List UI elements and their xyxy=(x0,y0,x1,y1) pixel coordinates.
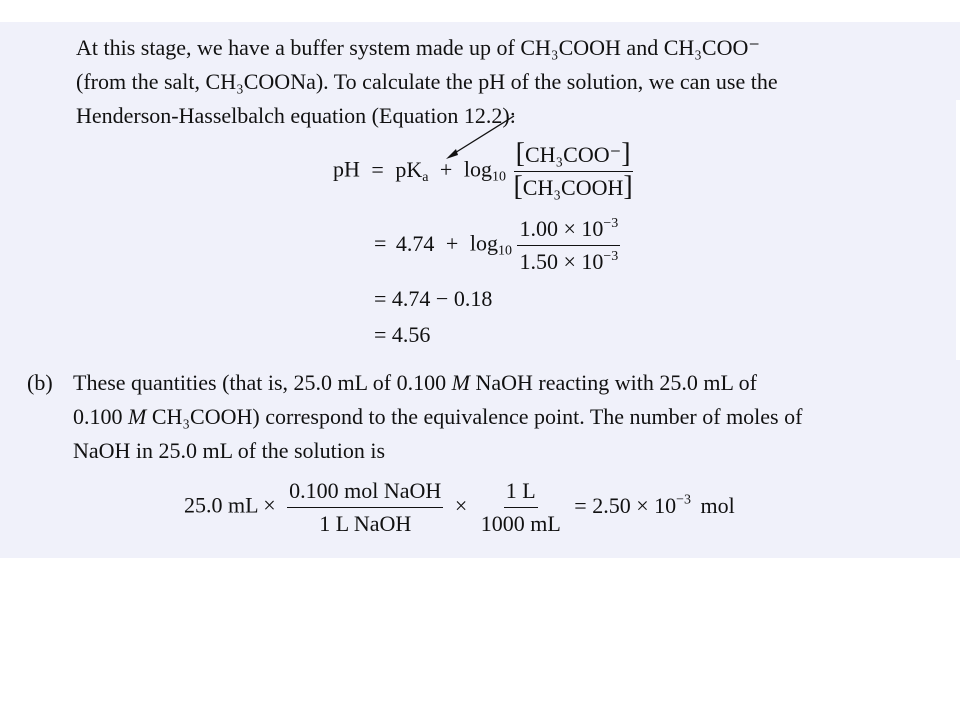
numerator-value: 1.00 × 10 xyxy=(519,216,604,241)
henderson-hasselbalch-equation xyxy=(333,138,635,202)
pka-symbol: $pK_a$ xyxy=(395,156,429,185)
value-ratio xyxy=(517,216,620,275)
volume-term: 25.0 mL × xyxy=(184,492,276,518)
conversion-numerator: 1 L xyxy=(504,478,538,508)
intro-line-3: Henderson-Hasselbalch equation (Equation 12.2): xyxy=(76,103,516,128)
log-symbol: log xyxy=(469,230,498,256)
part-b-line-1-text: These quantities (that is, 25.0 mL of 0.100 M NaOH reacting with 25.0 mL of xyxy=(73,370,757,395)
panel-edge xyxy=(956,100,960,360)
left-bracket-close: [ xyxy=(513,171,523,202)
pka-subscript: a xyxy=(422,169,429,185)
plus-sign: + xyxy=(445,230,459,256)
denominator-value: 1.50 × 10 xyxy=(519,249,604,274)
pka-k: K xyxy=(406,156,423,182)
log-base: 10 xyxy=(497,243,512,259)
intro-line-2: (from the salt, CH₃COONa). To calculate the pH of the solution, we can use the xyxy=(76,69,778,94)
molarity-denominator: 1 L NaOH xyxy=(319,511,412,536)
equation-step-3: = 4.74 − 0.18 xyxy=(374,286,493,311)
substituted-equation xyxy=(374,216,620,275)
acetate-concentration: CH₃COO⁻ xyxy=(524,142,622,167)
intro-line-1: At this stage, we have a buffer system made up of CH₃COOH and CH₃COO⁻ xyxy=(76,35,760,60)
part-b-paragraph xyxy=(27,366,927,468)
left-bracket-open: [ xyxy=(515,138,525,169)
part-b-line-2: 0.100 M CH₃COOH) correspond to the equivalence point. The number of moles of xyxy=(73,404,803,429)
plus-sign: + xyxy=(439,156,453,182)
result-value: = 2.50 × 10 xyxy=(574,492,677,518)
part-b-label: (b) xyxy=(27,370,53,395)
moles-calculation xyxy=(184,478,735,537)
molarity-numerator: 0.100 mol NaOH xyxy=(287,478,443,508)
ratio-denominator xyxy=(511,172,634,201)
ratio-numerator xyxy=(517,216,620,246)
numerator-exponent: −3 xyxy=(603,216,619,231)
part-b-line-3: NaOH in 25.0 mL of the solution is xyxy=(73,438,386,463)
molarity-fraction xyxy=(287,478,443,537)
times-sign: × xyxy=(454,492,468,518)
ph-symbol: pH xyxy=(333,156,360,182)
part-b-line-1 xyxy=(27,366,927,400)
equation-result: = 4.56 xyxy=(374,322,431,347)
acetic-acid-concentration: CH₃COOH xyxy=(522,175,624,200)
result-unit: mol xyxy=(700,492,735,518)
pka-value: 4.74 xyxy=(395,230,435,256)
log-base: 10 xyxy=(491,169,506,185)
right-bracket-open: ] xyxy=(621,138,631,169)
equals-sign: = xyxy=(374,230,387,256)
log-symbol: log xyxy=(463,156,492,182)
equals-sign: = xyxy=(371,156,384,182)
ratio-numerator xyxy=(514,138,633,172)
conversion-fraction xyxy=(479,478,563,537)
conversion-denominator: 1000 mL xyxy=(480,511,561,536)
right-bracket-close: ] xyxy=(623,171,633,202)
denominator-exponent: −3 xyxy=(603,249,619,264)
ratio-denominator xyxy=(517,246,620,275)
concentration-ratio xyxy=(511,138,634,202)
result-exponent: −3 xyxy=(676,492,692,508)
